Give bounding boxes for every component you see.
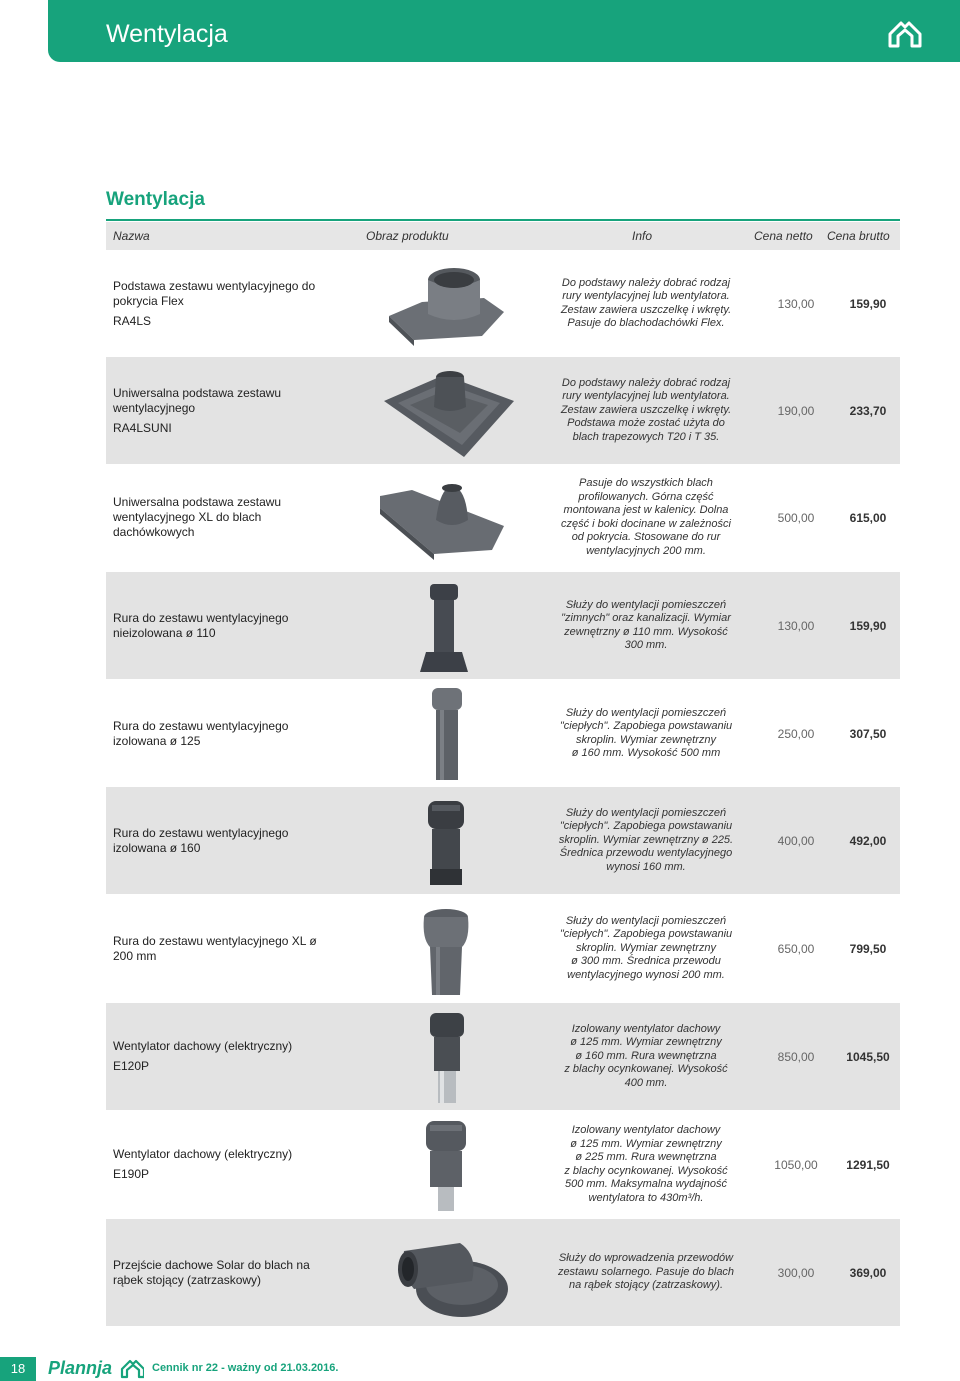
price-netto: 850,00 bbox=[777, 1049, 815, 1064]
solar-passage-image bbox=[374, 1223, 524, 1322]
table-row bbox=[106, 572, 900, 679]
table-row bbox=[106, 357, 900, 464]
price-brutto: 799,50 bbox=[849, 941, 887, 956]
product-name: Uniwersalna podstawa zestawu wentylacyjnego bbox=[113, 385, 282, 415]
product-info: Do podstawy należy dobrać rodzaj rury wentylacyjnej lub wentylatora. Zestaw zawiera uszczelkę i wkręty. Podstawa może zostać użyta do blach trapezowych T20 i T 35. bbox=[560, 376, 732, 443]
product-name: Podstawa zestawu wentylacyjnego do pokrycia Flex bbox=[113, 278, 316, 308]
price-brutto: 369,00 bbox=[849, 1265, 887, 1280]
price-brutto: 159,90 bbox=[849, 618, 887, 633]
banner-title: Wentylacja bbox=[106, 20, 228, 48]
col-brutto: Cena brutto bbox=[827, 229, 890, 243]
price-netto: 250,00 bbox=[777, 726, 815, 741]
col-name: Nazwa bbox=[113, 229, 150, 243]
price-brutto: 492,00 bbox=[849, 833, 887, 848]
universal-base-image bbox=[374, 361, 524, 460]
product-code: E190P bbox=[113, 1167, 150, 1181]
plannja-logo bbox=[48, 1357, 144, 1379]
top-banner bbox=[48, 0, 960, 62]
product-name: Przejście dachowe Solar do blach na rąbek stojący (zatrzaskowy) bbox=[113, 1257, 310, 1287]
xl-base-image bbox=[374, 468, 524, 567]
col-info: Info bbox=[632, 229, 653, 243]
product-name: Wentylator dachowy (elektryczny) bbox=[113, 1039, 293, 1053]
price-netto: 500,00 bbox=[777, 510, 815, 525]
footer-validity-text: Cennik nr 22 - ważny od 21.03.2016. bbox=[152, 1362, 339, 1374]
product-name: Wentylator dachowy (elektryczny) bbox=[113, 1147, 293, 1161]
price-brutto: 307,50 bbox=[849, 726, 887, 741]
price-netto: 400,00 bbox=[777, 833, 815, 848]
brand-text: Plannja bbox=[48, 1358, 113, 1378]
pipe-xl-image bbox=[374, 899, 524, 998]
price-netto: 190,00 bbox=[777, 403, 815, 418]
product-info: Służy do wentylacji pomieszczeń "ciepłych". Zapobiega powstawaniu skroplin. Wymiar zewnętrzny ø 300 mm. Średnica przewodu wentylacyjnego wynosi 200 mm. bbox=[559, 914, 733, 981]
price-netto: 650,00 bbox=[777, 941, 815, 956]
table-row bbox=[106, 895, 900, 1002]
house-logo-icon bbox=[122, 1361, 144, 1377]
section-title: Wentylacja bbox=[106, 189, 205, 210]
table-header bbox=[106, 222, 900, 250]
table-row bbox=[106, 1111, 900, 1218]
price-brutto: 233,70 bbox=[849, 403, 887, 418]
col-netto: Cena netto bbox=[754, 229, 813, 243]
price-netto: 130,00 bbox=[777, 618, 815, 633]
product-name: Rura do zestawu wentylacyjnego XL ø 200 mm bbox=[113, 933, 317, 963]
house-logo-icon bbox=[888, 20, 922, 48]
product-info: Izolowany wentylator dachowy ø 125 mm. Wymiar zewnętrzny ø 225 mm. Rura wewnętrzna z blachy ocynkowanej. Wysokość 500 mm. Maksymalna wydajność wentylatora to 430m³/h. bbox=[564, 1124, 728, 1204]
table-row bbox=[106, 1219, 900, 1326]
product-info: Służy do wentylacji pomieszczeń "ciepłych". Zapobiega powstawaniu skroplin. Wymiar zewnętrzny ø 160 mm. Wysokość 500 mm bbox=[559, 706, 733, 759]
flex-base-image bbox=[374, 254, 524, 353]
price-brutto: 1045,50 bbox=[846, 1049, 890, 1064]
price-netto: 1050,00 bbox=[774, 1157, 818, 1172]
fan-e190p-image bbox=[374, 1115, 524, 1214]
product-name: Rura do zestawu wentylacyjnego nieizolowana ø 110 bbox=[113, 610, 289, 640]
price-brutto: 159,90 bbox=[849, 296, 887, 311]
product-info: Służy do wentylacji pomieszczeń "zimnych" oraz kanalizacji. Wymiar zewnętrzny ø 110 mm. Wysokość 300 mm. bbox=[561, 598, 731, 651]
product-name: Rura do zestawu wentylacyjnego izolowana ø 125 bbox=[113, 718, 289, 748]
product-name: Rura do zestawu wentylacyjnego izolowana ø 160 bbox=[113, 825, 289, 855]
product-code: RA4LSUNI bbox=[113, 420, 172, 435]
product-info: Służy do wprowadzenia przewodów zestawu solarnego. Pasuje do blach na rąbek stojący (zatrzaskowy). bbox=[557, 1252, 735, 1292]
price-brutto: 1291,50 bbox=[846, 1157, 890, 1172]
table-row bbox=[106, 250, 900, 357]
product-info: Izolowany wentylator dachowy ø 125 mm. Wymiar zewnętrzny ø 160 mm. Rura wewnętrzna z blachy ocynkowanej. Wysokość 400 mm. bbox=[564, 1022, 728, 1089]
pipe-160-image bbox=[374, 791, 524, 890]
pipe-125-image bbox=[374, 684, 524, 783]
product-info: Służy do wentylacji pomieszczeń "ciepłych". Zapobiega powstawaniu skroplin. Wymiar zewnętrzny ø 225. Średnica przewodu wentylacyjnego wynosi 160 mm. bbox=[558, 806, 734, 873]
table-row bbox=[106, 1003, 900, 1110]
product-code: E120P bbox=[113, 1059, 150, 1073]
product-info: Pasuje do wszystkich blach profilowanych. Górna część montowana jest w kalenicy. Dolna część i boki docinane w zależności od pokrycia. Stosowane do rur wentylacyjnych 200 mm. bbox=[561, 477, 731, 557]
section-divider bbox=[106, 219, 900, 221]
table-row bbox=[106, 680, 900, 787]
price-netto: 130,00 bbox=[777, 296, 815, 311]
product-name: Uniwersalna podstawa zestawu wentylacyjnego XL do blach dachówkowych bbox=[113, 495, 282, 539]
table-row bbox=[106, 464, 900, 571]
product-info: Do podstawy należy dobrać rodzaj rury wentylacyjnej lub wentylatora. Zestaw zawiera uszczelkę i wkręty. Pasuje do blachodachówki Flex. bbox=[560, 276, 732, 329]
price-brutto: 615,00 bbox=[849, 510, 887, 525]
pipe-110-image bbox=[374, 576, 524, 675]
page-number: 18 bbox=[10, 1361, 26, 1376]
table-row bbox=[106, 787, 900, 894]
price-netto: 300,00 bbox=[777, 1265, 815, 1280]
fan-e120p-image bbox=[374, 1007, 524, 1106]
col-image: Obraz produktu bbox=[366, 229, 449, 243]
product-code: RA4LS bbox=[113, 313, 152, 328]
